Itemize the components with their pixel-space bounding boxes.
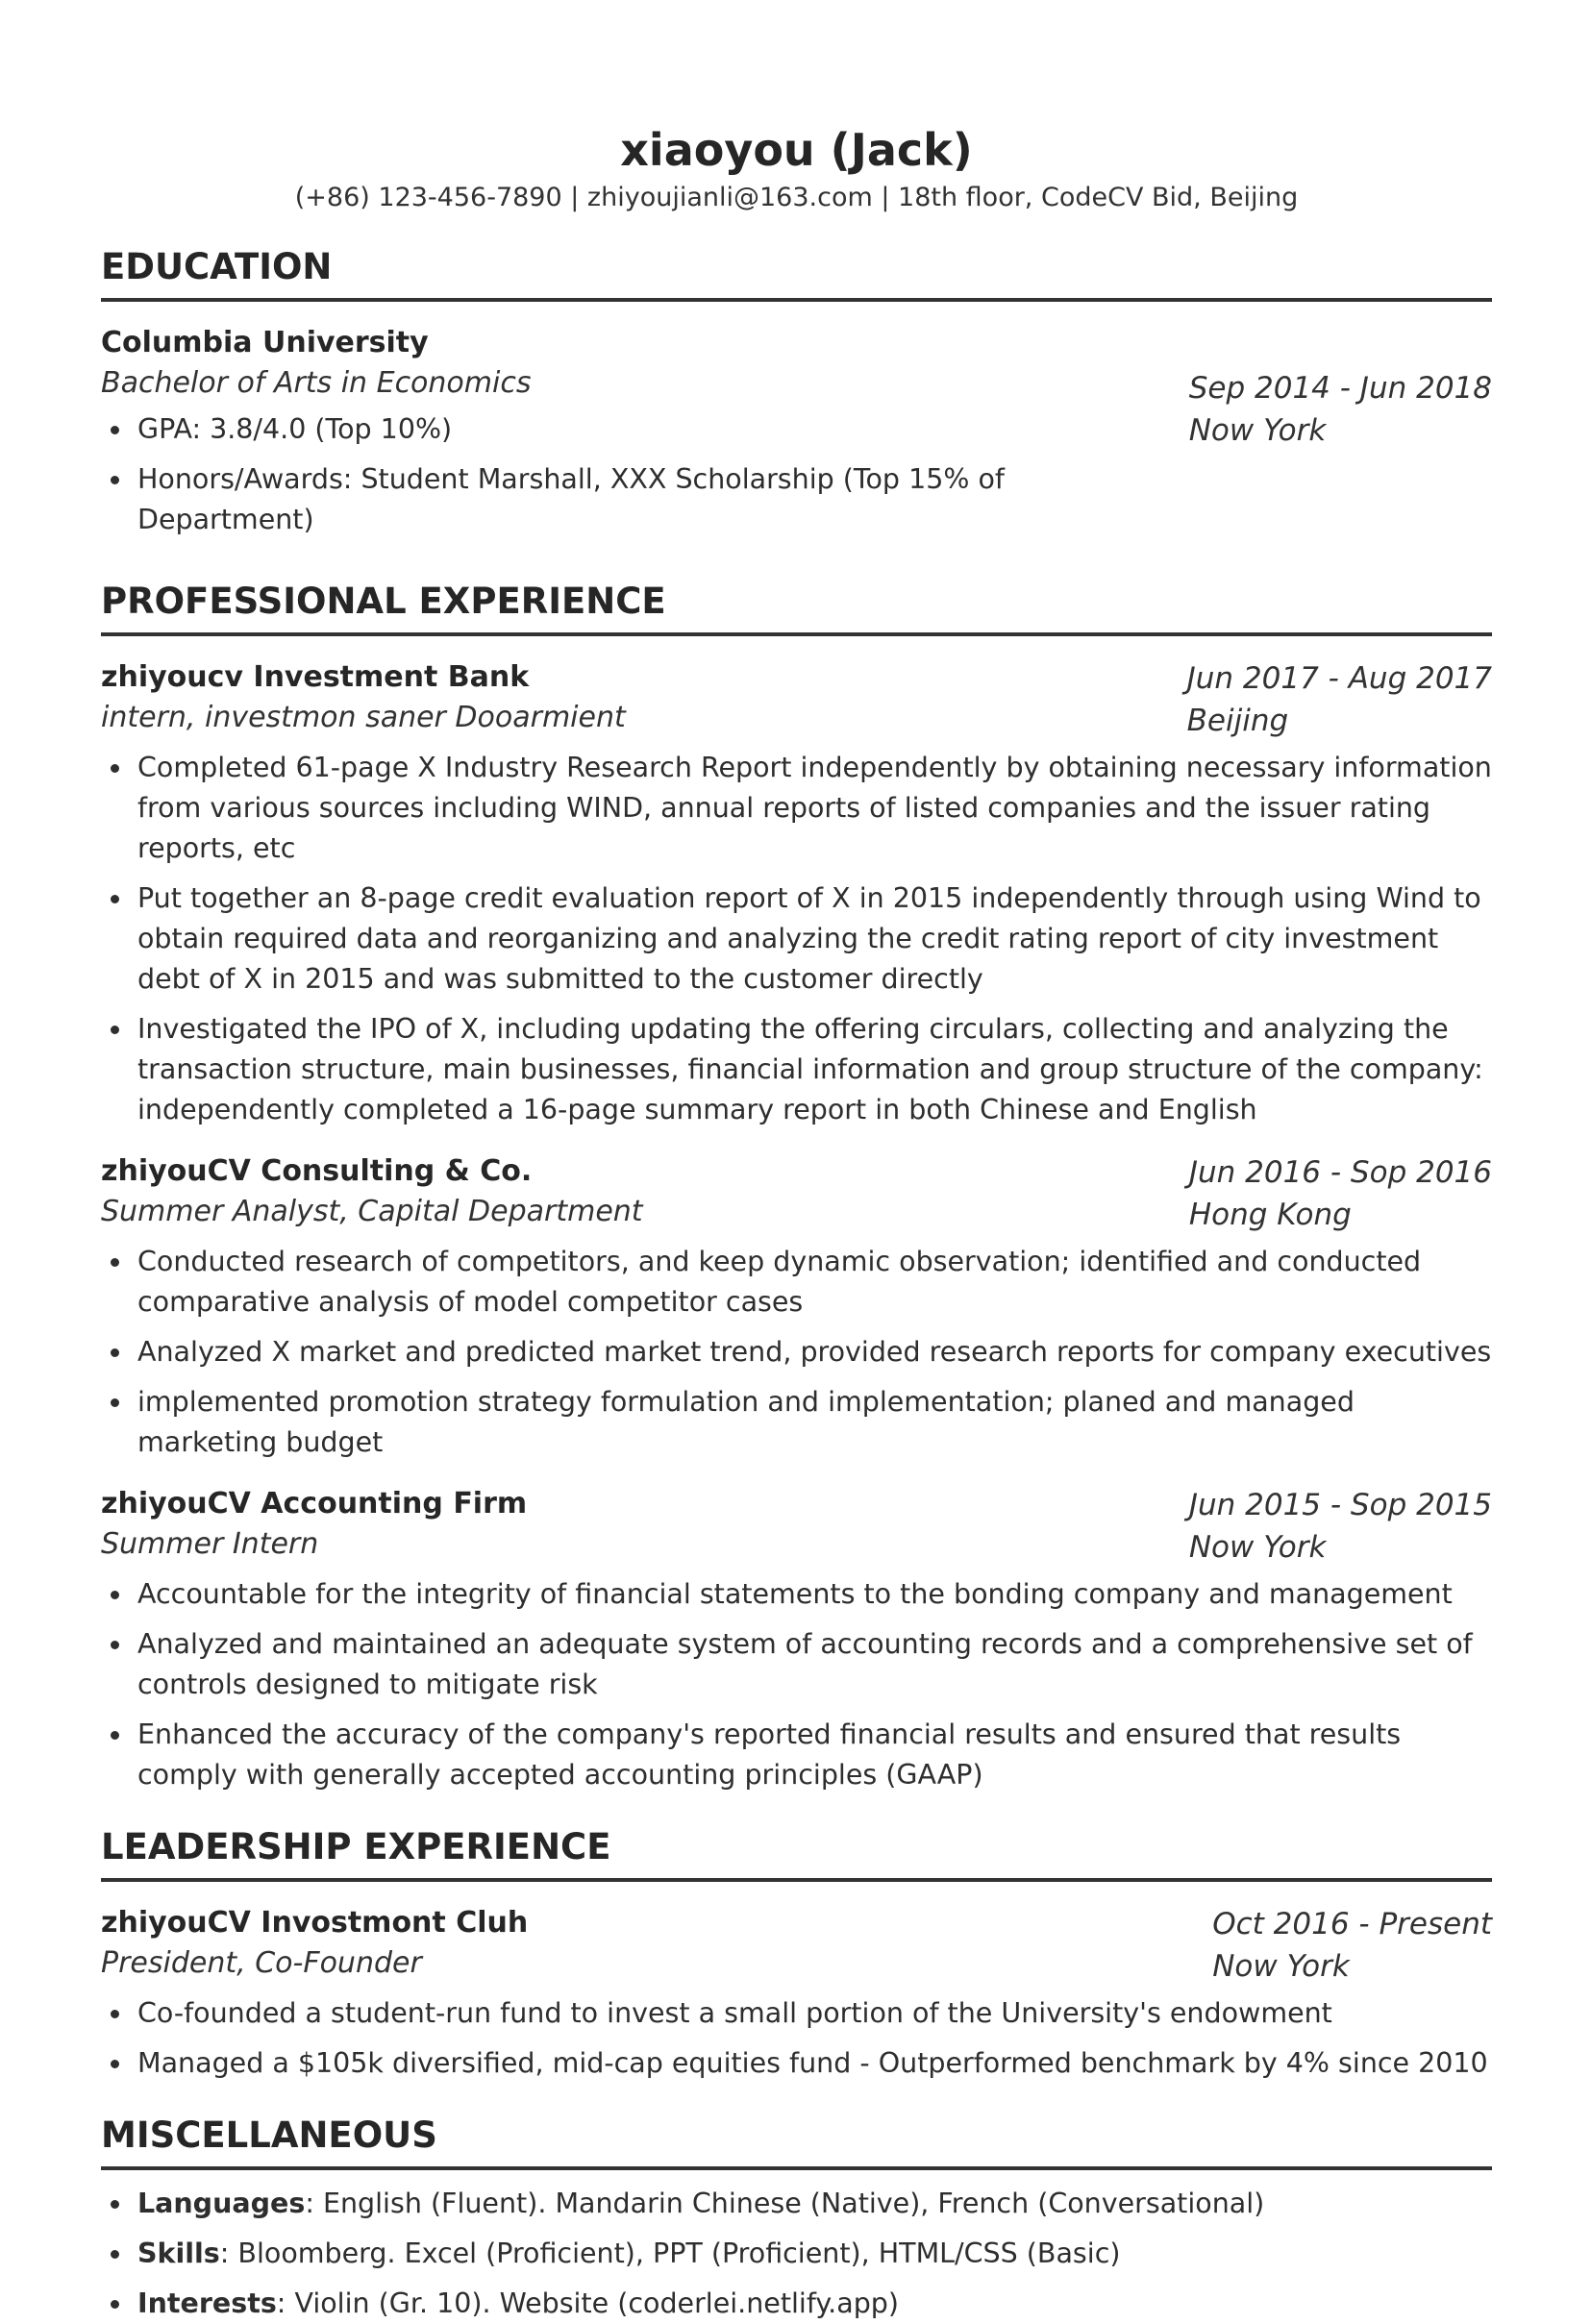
misc-section bbox=[101, 2114, 1492, 2324]
job-title: Summer Analyst, Capital Department bbox=[101, 1195, 643, 1228]
section-title-leadership: LEADERSHIP EXPERIENCE bbox=[101, 1826, 1492, 1882]
organization-name: zhiyouCV Invostmont Cluh bbox=[101, 1906, 529, 1940]
list-item: Co-founded a student-run fund to invest a small portion of the University's endowment bbox=[137, 1993, 1492, 2034]
list-item: Managed a $105k diversified, mid-cap equities fund - Outperformed benchmark by 4% since 2010 bbox=[137, 2043, 1492, 2084]
company-name: zhiyouCV Accounting Firm bbox=[101, 1487, 528, 1520]
resume-name: xiaoyou (Jack) bbox=[620, 124, 973, 176]
experience-bullets bbox=[101, 748, 1492, 1130]
section-title-misc: MISCELLANEOUS bbox=[101, 2114, 1492, 2170]
experience-entry-3 bbox=[101, 1484, 1492, 1795]
list-item: Analyzed X market and predicted market trend, provided research reports for company executives bbox=[137, 1332, 1492, 1372]
leadership-section bbox=[101, 1826, 1492, 2084]
list-item: Investigated the IPO of X, including updating the offering circulars, collecting and analyzing the transaction structure, main businesses, financial information and group structure of the company: independently completed a 16-page summary report in both Chinese and English bbox=[137, 1009, 1492, 1130]
experience-entry-1 bbox=[101, 657, 1492, 1130]
experience-bullets bbox=[101, 1242, 1492, 1463]
education-section bbox=[101, 246, 1492, 550]
job-title: Summer Intern bbox=[101, 1527, 319, 1561]
misc-text: : Violin (Gr. 10). Website (coderlei.netlify.app) bbox=[276, 2287, 900, 2319]
education-location: Now York bbox=[1188, 413, 1327, 448]
list-item: Conducted research of competitors, and keep dynamic observation; identified and conducted comparative analysis of model competitor cases bbox=[137, 1242, 1492, 1323]
experience-entry-2 bbox=[101, 1151, 1492, 1463]
job-location: Now York bbox=[1188, 1530, 1327, 1565]
experience-bullets bbox=[101, 1574, 1492, 1795]
education-meta bbox=[1189, 323, 1492, 452]
misc-text: : English (Fluent). Mandarin Chinese (Native), French (Conversational) bbox=[305, 2188, 1265, 2219]
leadership-bullets bbox=[101, 1993, 1492, 2084]
job-location: Hong Kong bbox=[1188, 1198, 1352, 1232]
misc-bullets bbox=[101, 2184, 1492, 2324]
list-item bbox=[137, 2234, 1492, 2274]
school-name: Columbia University bbox=[101, 326, 429, 359]
leadership-role: President, Co-Founder bbox=[101, 1946, 422, 1980]
education-dates: Sep 2014 - Jun 2018 bbox=[1188, 371, 1492, 406]
list-item: Accountable for the integrity of financial statements to the bonding company and management bbox=[137, 1574, 1492, 1615]
job-dates: Jun 2017 - Aug 2017 bbox=[1186, 661, 1492, 696]
degree: Bachelor of Arts in Economics bbox=[101, 366, 532, 400]
list-item: Analyzed and maintained an adequate system of accounting records and a comprehensive set of controls designed to mitigate risk bbox=[137, 1624, 1492, 1705]
list-item: Honors/Awards: Student Marshall, XXX Scholarship (Top 15% of Department) bbox=[137, 459, 1189, 540]
job-dates: Jun 2016 - Sop 2016 bbox=[1188, 1155, 1492, 1190]
list-item: Completed 61-page X Industry Research Report independently by obtaining necessary information from various sources including WIND, annual reports of listed companies and the issuer rating reports, etc bbox=[137, 748, 1492, 869]
misc-text: : Bloomberg. Excel (Proficient), PPT (Proficient), HTML/CSS (Basic) bbox=[219, 2237, 1121, 2269]
leadership-dates: Oct 2016 - Present bbox=[1212, 1907, 1492, 1941]
education-bullets bbox=[101, 409, 1189, 540]
education-entry bbox=[101, 323, 1492, 550]
list-item: Put together an 8-page credit evaluation report of X in 2015 independently through using Wind to obtain required data and reorganizing and analyzing the credit rating report of city investment debt of X in 2015 and was submitted to the customer directly bbox=[137, 878, 1492, 1000]
list-item: implemented promotion strategy formulation and implementation; planed and managed marketing budget bbox=[137, 1382, 1492, 1463]
section-title-professional: PROFESSIONAL EXPERIENCE bbox=[101, 581, 1492, 636]
list-item: Enhanced the accuracy of the company's reported financial results and ensured that results comply with generally accepted accounting principles (GAAP) bbox=[137, 1715, 1492, 1795]
misc-label: Languages bbox=[137, 2188, 306, 2219]
list-item: GPA: 3.8/4.0 (Top 10%) bbox=[137, 409, 1189, 450]
section-title-education: EDUCATION bbox=[101, 246, 1492, 302]
misc-label: Skills bbox=[137, 2237, 220, 2269]
company-name: zhiyoucv Investment Bank bbox=[101, 660, 530, 694]
list-item bbox=[137, 2284, 1492, 2324]
leadership-entry bbox=[101, 1903, 1492, 2084]
list-item bbox=[137, 2184, 1492, 2224]
job-location: Beijing bbox=[1186, 704, 1289, 738]
job-title: intern, investmon saner Dooarmient bbox=[101, 701, 626, 734]
company-name: zhiyouCV Consulting & Co. bbox=[101, 1154, 533, 1188]
leadership-location: Now York bbox=[1212, 1949, 1350, 1984]
misc-label: Interests bbox=[137, 2287, 277, 2319]
job-dates: Jun 2015 - Sop 2015 bbox=[1188, 1488, 1492, 1522]
professional-section bbox=[101, 581, 1492, 1795]
contact-line: (+86) 123-456-7890 | zhiyoujianli@163.com | 18th floor, CodeCV Bid, Beijing bbox=[294, 183, 1299, 212]
